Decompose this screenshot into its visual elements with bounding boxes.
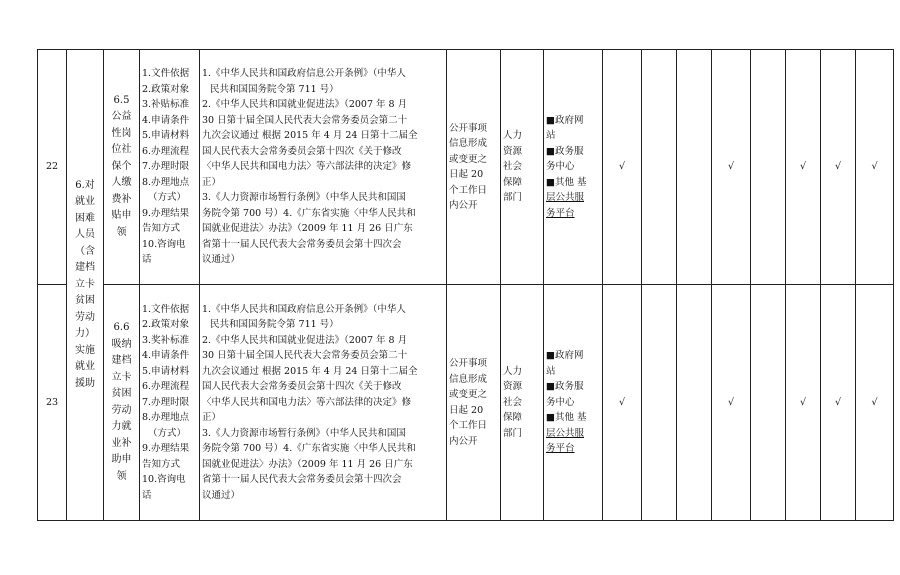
- check-mark: √: [856, 285, 894, 521]
- legal-basis: 1.《中华人民共和国政府信息公开条例》（中华人 民共和国国务院令第 711 号） 2.《中华人民共和国就业促进法》（2007 年 8 月 30 日第十届全国人民代表大会常务委员会第二十 九次会议通过 根据 2015 年 4 月 24 日第十二届全 国人民代表大会常务委员会第十四次《关于修改 〈中华人民共和国电力法〉等六部法律的决定》修 正） 3.《人力资源市场暂行条例》（中华人民共和国国 务院令第 700 号）4.《广东省实施〈中华人民共和 国就业促进法〉办法》（2009 年 11 月 26 日广东 省第十一届人民代表大会常务委员会第十四次会 议通过）: [200, 50, 447, 285]
- check-mark: [642, 285, 677, 521]
- check-mark: [677, 50, 712, 285]
- check-mark: √: [786, 50, 821, 285]
- check-mark: √: [821, 285, 856, 521]
- check-mark: √: [712, 50, 751, 285]
- disclosure-timing: 公开事项 信息形成 或变更之 日起 20 个工作日 内公开: [447, 50, 501, 285]
- disclosure-items: 1.文件依据 2.政策对象 3.奖补标准 4.申请条件 5.申请材料 6.办理流程 7.办理时限 8.办理地点 （方式） 9.办理结果 告知方式 10.咨询电 话: [140, 285, 200, 521]
- check-mark: [642, 50, 677, 285]
- responsible-department: 人力 资源 社会 保障 部门: [501, 285, 544, 521]
- disclosure-channels: ■政府网 站 ■政务服 务中心 ■其他 基 层公共服 务平台: [544, 50, 603, 285]
- disclosure-table: [37, 49, 894, 521]
- row-number: 23: [38, 285, 67, 521]
- check-mark: √: [712, 285, 751, 521]
- check-mark: √: [821, 50, 856, 285]
- subitem-cell: 6.6 吸纳 建档 立卡 贫困 劳动 力就 业补 助申 领: [104, 285, 140, 521]
- category-cell: [67, 50, 104, 521]
- table-row: [38, 285, 894, 521]
- check-mark: √: [603, 50, 642, 285]
- table-row: [38, 50, 894, 285]
- category-text: 6.对 就业 困难 人员 （含 建档 立卡 贫困 劳动 力） 实施 就业 援助: [75, 179, 95, 389]
- check-mark: [751, 285, 786, 521]
- check-mark: √: [786, 285, 821, 521]
- legal-basis: 1.《中华人民共和国政府信息公开条例》（中华人 民共和国国务院令第 711 号） 2.《中华人民共和国就业促进法》（2007 年 8 月 30 日第十届全国人民代表大会常务委员会第二十 九次会议通过 根据 2015 年 4 月 24 日第十二届全 国人民代表大会常务委员会第十四次《关于修改 〈中华人民共和国电力法〉等六部法律的决定》修 正） 3.《人力资源市场暂行条例》（中华人民共和国国 务院令第 700 号）4.《广东省实施〈中华人民共和 国就业促进法〉办法》（2009 年 11 月 26 日广东 省第十一届人民代表大会常务委员会第十四次会 议通过）: [200, 285, 447, 521]
- disclosure-channels: ■政府网 站 ■政务服 务中心 ■其他 基 层公共服 务平台: [544, 285, 603, 521]
- row-number: 22: [38, 50, 67, 285]
- check-mark: [677, 285, 712, 521]
- disclosure-timing: 公开事项 信息形成 或变更之 日起 20 个工作日 内公开: [447, 285, 501, 521]
- responsible-department: 人力 资源 社会 保障 部门: [501, 50, 544, 285]
- check-mark: [751, 50, 786, 285]
- subitem-cell: 6.5 公益 性岗 位社 保个 人缴 费补 贴申 领: [104, 50, 140, 285]
- disclosure-items: 1.文件依据 2.政策对象 3.补贴标准 4.申请条件 5.申请材料 6.办理流程 7.办理时限 8.办理地点 （方式） 9.办理结果 告知方式 10.咨询电 话: [140, 50, 200, 285]
- check-mark: √: [856, 50, 894, 285]
- check-mark: √: [603, 285, 642, 521]
